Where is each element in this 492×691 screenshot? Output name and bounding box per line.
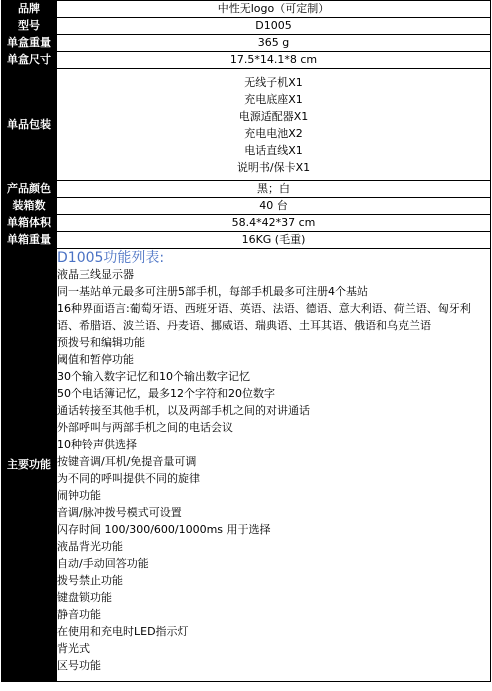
feature-item: 通话转接至其他手机，以及两部手机之间的对讲通话 [57,404,310,417]
feature-item: 外部呼叫与两部手机之间的电话会议 [57,421,233,434]
package-item: 电源适配器X1 [238,109,309,123]
feature-item: 区号功能 [57,659,101,672]
label-box-weight: 单盒重量 [2,35,57,52]
package-item: 充电底座X1 [244,92,303,106]
value-color: 黑；白 [57,181,491,198]
value-package [57,69,491,181]
feature-item: 30个输入数字记忆和10个输出数字记忆 [57,370,250,383]
row-features [2,249,491,682]
row-package [2,69,491,181]
label-carton-volume: 单箱体积 [2,215,57,232]
value-carton-qty: 40 台 [57,198,491,215]
label-carton-weight: 单箱重量 [2,232,57,249]
feature-item: 50个电话簿记忆，最多12个字符和20位数字 [57,387,275,400]
feature-item: 闹钟功能 [57,489,101,502]
feature-item: 按键音调/耳机/免提音量可调 [57,455,197,468]
feature-item: 阈值和暂停功能 [57,353,134,366]
feature-item: 静音功能 [57,608,101,621]
feature-list [57,249,490,681]
feature-item: 同一基站单元最多可注册5部手机，每部手机最多可注册4个基站 [57,285,368,298]
feature-item: 10种铃声供选择 [57,438,137,451]
feature-item: 为不同的呼叫提供不同的旋律 [57,472,200,485]
row-color [2,181,491,198]
row-model [2,18,491,35]
row-box-size [2,52,491,69]
value-features [57,249,491,682]
row-brand [2,1,491,18]
row-carton-qty [2,198,491,215]
feature-item: 16种界面语言:葡萄牙语、西班牙语、英语、法语、德语、意大利语、荷兰语、匈牙利语、希腊语、波兰语、丹麦语、挪威语、瑞典语、土耳其语、俄语和乌克兰语 [57,302,471,332]
value-carton-weight: 16KG (毛重) [57,232,491,249]
feature-item: 在使用和充电时LED指示灯 [57,625,189,638]
spec-table [1,0,491,682]
label-carton-qty: 装箱数 [2,198,57,215]
label-brand: 品牌 [2,1,57,18]
label-features: 主要功能 [2,249,57,682]
package-item: 电话直线X1 [244,143,303,157]
row-carton-weight [2,232,491,249]
value-carton-volume: 58.4*42*37 cm [57,215,491,232]
package-item: 充电电池X2 [244,126,303,140]
label-box-size: 单盒尺寸 [2,52,57,69]
feature-item: 液晶三线显示器 [57,268,134,281]
package-item: 无线子机X1 [244,75,303,89]
feature-item: 音调/脉冲拨号模式可设置 [57,506,182,519]
feature-item: 预拨号和编辑功能 [57,336,145,349]
label-package: 单品包装 [2,69,57,181]
feature-item: 闪存时间 100/300/600/1000ms 用于选择 [57,523,271,536]
row-box-weight [2,35,491,52]
package-item: 说明书/保卡X1 [236,160,311,174]
value-box-size: 17.5*14.1*8 cm [57,52,491,69]
label-color: 产品颜色 [2,181,57,198]
row-carton-volume [2,215,491,232]
feature-item: 背光式 [57,642,90,655]
feature-item: 液晶背光功能 [57,540,123,553]
feature-item: 自动/手动回答功能 [57,557,149,570]
feature-item: 拨号禁止功能 [57,574,123,587]
value-brand: 中性无logo（可定制） [57,1,491,18]
value-model: D1005 [57,18,491,35]
value-box-weight: 365 g [57,35,491,52]
feature-item: 键盘锁功能 [57,591,112,604]
feature-list-title: D1005功能列表: [57,250,165,266]
label-model: 型号 [2,18,57,35]
